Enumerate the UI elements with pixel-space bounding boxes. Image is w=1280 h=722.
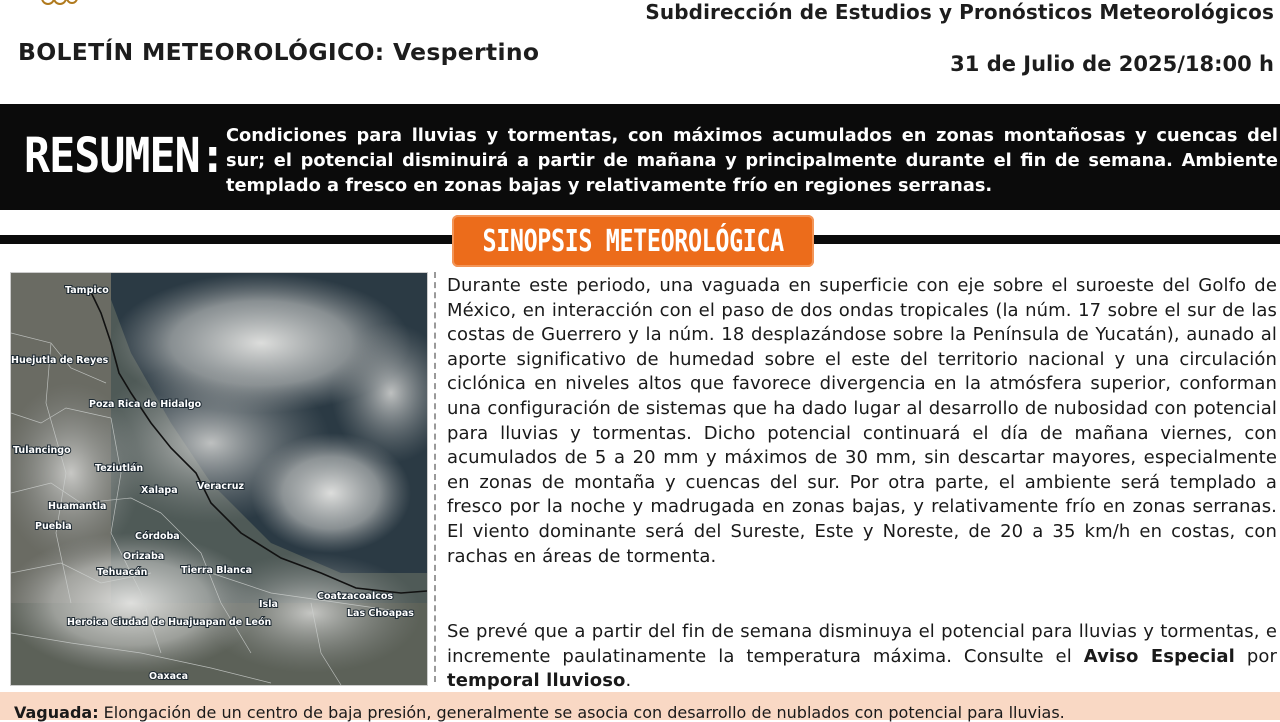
agency-logo xyxy=(34,0,84,6)
map-label-huamantla: Huamantla xyxy=(48,501,107,512)
map-label-puebla: Puebla xyxy=(35,521,72,532)
map-label-cordoba: Córdoba xyxy=(135,531,180,542)
map-label-orizaba: Orizaba xyxy=(123,551,165,562)
map-label-xalapa: Xalapa xyxy=(141,485,178,496)
map-label-huajuapan: Heroica Ciudad de Huajuapan de León xyxy=(67,617,272,628)
map-label-las-choapas: Las Choapas xyxy=(347,608,414,619)
map-label-tierra-blanca: Tierra Blanca xyxy=(181,565,252,576)
satellite-map xyxy=(10,272,428,686)
paragraph-2-text: Se prevé que a partir del fin de semana disminuya el potencial para lluvias y tormentas, e incremente paulatinamente la temperatura máxima. Consulte el xyxy=(447,621,1277,667)
summary-text: Condiciones para lluvias y tormentas, con máximos acumulados en zonas montañosas y cuencas del sur; el potencial disminuirá a partir de mañana y principalmente durante el fin de semana. Ambiente templado a fresco en zonas bajas y relativamente frío en regiones serranas. xyxy=(226,125,1278,196)
map-label-teziutlan: Teziutlán xyxy=(95,463,144,474)
bulletin-title: BOLETÍN METEOROLÓGICO: Vespertino xyxy=(18,38,540,66)
map-label-oaxaca: Oaxaca xyxy=(149,671,189,682)
summary-label: RESUMEN: xyxy=(24,128,225,184)
synopsis-heading-badge xyxy=(452,215,814,267)
map-label-tehuacan: Tehuacán xyxy=(97,567,148,578)
column-separator xyxy=(434,272,436,682)
map-label-huejutla: Huejutla de Reyes xyxy=(11,355,109,366)
paragraph-2-end: . xyxy=(625,670,632,692)
map-label-coatzacoalcos: Coatzacoalcos xyxy=(317,591,394,602)
satellite-image xyxy=(11,273,427,685)
map-label-poza-rica: Poza Rica de Hidalgo xyxy=(89,399,202,410)
glossary-entry xyxy=(14,703,1065,722)
map-label-veracruz: Veracruz xyxy=(197,481,244,492)
special-notice-link[interactable]: Aviso Especial xyxy=(1083,645,1235,667)
map-label-isla: Isla xyxy=(259,599,278,610)
paragraph-2-connector: por xyxy=(1234,645,1277,667)
map-label-tampico: Tampico xyxy=(65,285,109,296)
synopsis-heading: SINOPSIS METEOROLÓGICA xyxy=(482,223,784,259)
subdirection-title: Subdirección de Estudios y Pronósticos Meteorológicos xyxy=(645,0,1274,24)
synopsis-paragraph-1: Durante este periodo, una vaguada en superficie con eje sobre el suroeste del Golfo de México, en interacción con el paso de dos ondas tropicales (la núm. 17 sobre el sur de las costas de Guerrero y la núm. 18 desplazándose sobre la Península de Yucatán), aunado al aporte significativo de humedad sobre el este del territorio nacional y una circulación ciclónica en niveles altos que favorece divergencia en la atmósfera superior, conforman una configuración de sistemas que ha dado lugar al desarrollo de nubosidad con potencial para lluvias y tormentas. Dicho potencial continuará el día de mañana viernes, con acumulados de 5 a 20 mm y máximos de 30 mm, sin descartar mayores, especialmente en zonas de montaña y cuencas del sur. Por otra parte, el ambiente será templado a fresco por la noche y madrugada en zonas bajas, y relativamente frío en zonas serranas. El viento dominante será del Sureste, Este y Noreste, de 20 a 35 km/h en costas, con rachas en áreas de tormenta. xyxy=(447,275,1277,567)
glossary-definition: Elongación de un centro de baja presión, generalmente se asocia con desarrollo de nublados con potencial para lluvias. xyxy=(98,703,1065,722)
map-label-tulancingo: Tulancingo xyxy=(13,445,71,456)
synopsis-paragraph-2 xyxy=(447,620,1277,694)
rainy-weather-term: temporal lluvioso xyxy=(447,670,626,692)
bulletin-date: 31 de Julio de 2025/18:00 h xyxy=(950,52,1274,76)
glossary-term: Vaguada: xyxy=(14,703,99,722)
